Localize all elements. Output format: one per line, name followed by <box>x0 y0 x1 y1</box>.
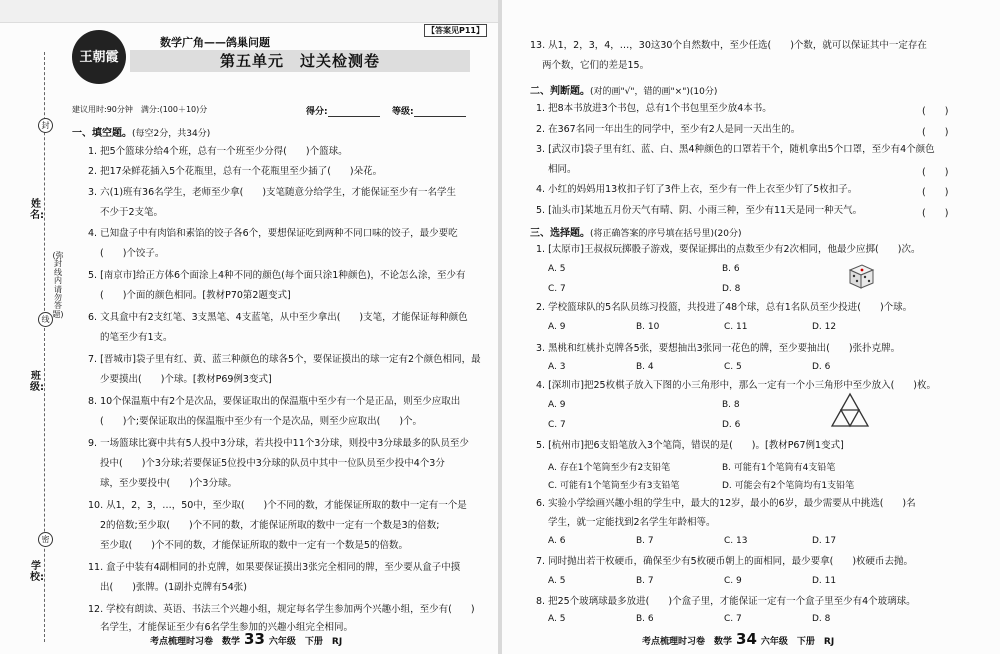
choice-7-options: A. 5 B. 7 C. 9 D. 11 <box>548 576 837 586</box>
exam-meta: 建议用时:90分钟 满分:(100＋10)分 <box>72 105 208 114</box>
question-12-cont: 名学生，才能保证至少有6名学生参加的兴趣小组完全相同。 <box>100 622 354 633</box>
question-10-cont: 2的倍数;至少取( )个不同的数，才能保证所取的数中一定有一个数是3的倍数; <box>100 520 440 531</box>
seal-mark: 封 <box>38 118 53 133</box>
choice-4-options-row2: C. 7 D. 6 <box>548 420 741 430</box>
logo-text: 王朝霞 <box>79 50 119 65</box>
choice-5: 5. [杭州市]把6支铅笔放入3个笔筒，错误的是( )。[教材P67例1变式] <box>536 440 844 451</box>
grade-field[interactable] <box>392 104 466 117</box>
choice-8-options: A. 5 B. 6 C. 7 D. 8 <box>548 614 831 624</box>
judge-3-answer[interactable]: ( ) <box>922 167 949 178</box>
score-label: 得分: <box>306 107 328 117</box>
question-3-cont: 不少于2支笔。 <box>100 207 164 218</box>
school-label: 学校: <box>30 561 44 583</box>
judge-5-answer[interactable]: ( ) <box>922 208 949 219</box>
choice-8: 8. 把25个玻璃球最多放进( )个盒子里，才能保证一定有一个盒子里至少有4个玻璃球。 <box>536 596 916 607</box>
question-10-cont2: 至少取( )个不同的数，才能保证所取的数中一定有一个数是5的倍数。 <box>100 540 408 551</box>
choice-4-options-row1: A. 9 B. 8 <box>548 400 740 410</box>
question-13: 13. 从1，2，3，4，…，30这30个自然数中，至少任选( )个数，就可以保证其中一定存在 <box>530 40 927 51</box>
choice-1: 1. [太原市]王叔叔玩掷骰子游戏，要保证掷出的点数至少有2次相同，他最少应掷( )次。 <box>536 244 921 255</box>
top-band <box>0 0 498 23</box>
question-9: 9. 一场篮球比赛中共有5人投中3分球，若共投中11个3分球，则投中3分球最多的队员至少 <box>88 438 469 449</box>
question-11: 11. 盒子中装有4副相同的扑克牌，如果要保证摸出3张完全相同的牌，至少要从盒子中摸 <box>88 562 461 573</box>
judge-4-answer[interactable]: ( ) <box>922 187 949 198</box>
choice-6-cont: 学生，就一定能找到2名学生年龄相等。 <box>548 517 716 528</box>
question-7: 7. [晋城市]袋子里有红、黄、蓝三种颜色的球各5个，要保证摸出的球一定有2个颜色相同，最 <box>88 354 481 365</box>
line-mark: 线 <box>38 312 53 327</box>
name-label: 姓名: <box>30 199 44 221</box>
no-answer-note: (弥封线内请勿答题) <box>52 251 64 319</box>
right-page <box>502 0 1000 654</box>
judge-2: 2. 在367名同一年出生的同学中，至少有2人是同一天出生的。 <box>536 124 801 135</box>
page-title: 第五单元 过关检测卷 <box>219 52 380 70</box>
judge-3: 3. [武汉市]袋子里有红、蓝、白、黑4种颜色的口罩若干个，随机拿出5个口罩，至少有4个颜色 <box>536 144 935 155</box>
choice-2: 2. 学校篮球队的5名队员练习投篮，共投进了48个球，总有1名队员至少投进( )个球。 <box>536 302 913 313</box>
page-number: 33 <box>244 630 265 648</box>
choice-3: 3. 黑桃和红桃扑克牌各5张，要想抽出3张同一花色的牌，至少要抽出( )张扑克牌。 <box>536 343 901 354</box>
section-judge: 二、判断题。(对的画"√"，错的画"×")(10分) <box>530 86 718 97</box>
question-9-cont: 投中( )个3分球;若要保证5位投中3分球的队员中其中一位队员至少投中4个3分 <box>100 458 445 469</box>
question-3: 3. 六(1)班有36名学生，老师至少拿( )支笔随意分给学生，才能保证至少有一名学生 <box>88 187 457 198</box>
question-7-cont: 少要摸出( )个球。[教材P69例3变式] <box>100 374 272 385</box>
answer-reference: 【答案见P11】 <box>424 24 487 37</box>
question-10: 10. 从1，2，3，…，50中，至少取( )个不同的数，才能保证所取的数中一定有一个是 <box>88 500 467 511</box>
choice-5-options-row2: C. 可能有1个笔筒至少有3支铅笔 D. 可能会有2个笔筒均有1支铅笔 <box>548 481 855 491</box>
judge-1-answer[interactable]: ( ) <box>922 106 949 117</box>
question-8-cont: ( )个;要保证取出的保温瓶中至少有一个是次品，则至少应取出( )个。 <box>100 416 423 427</box>
judge-2-answer[interactable]: ( ) <box>922 127 949 138</box>
judge-4: 4. 小红的妈妈用13枚扣子钉了3件上衣，至少有一件上衣至少钉了5枚扣子。 <box>536 184 858 195</box>
choice-3-options: A. 3 B. 4 C. 5 D. 6 <box>548 362 831 372</box>
seal-line <box>44 52 45 642</box>
section-choice: 三、选择题。(将正确答案的序号填在括号里)(20分) <box>530 228 742 239</box>
question-6-cont: 的笔至少有1支。 <box>100 332 173 343</box>
choice-7: 7. 同时抛出若干枚硬币，确保至少有5枚硬币朝上的面相同，最少要拿( )枚硬币去抛。 <box>536 556 914 567</box>
question-1: 1. 把5个篮球分给4个班，总有一个班至少分得( )个篮球。 <box>88 146 348 157</box>
question-9-cont2: 球，至少要投中( )个3分球。 <box>100 478 237 489</box>
choice-6-options: A. 6 B. 7 C. 13 D. 17 <box>548 536 837 546</box>
question-12: 12. 学校有朗读、英语、书法三个兴趣小组，规定每名学生参加两个兴趣小组，至少有( ) <box>88 604 475 615</box>
question-6: 6. 文具盒中有2支红笔、3支黑笔、4支蓝笔，从中至少拿出( )支笔，才能保证每种颜色 <box>88 312 468 323</box>
judge-3-cont: 相同。 <box>548 164 577 175</box>
class-label: 班级: <box>30 371 44 393</box>
score-field[interactable] <box>306 104 380 117</box>
choice-4: 4. [深圳市]把25枚棋子放入下图的小三角形中，那么一定有一个小三角形中至少放入( )枚。 <box>536 380 936 391</box>
choice-6: 6. 实验小学绘画兴趣小组的学生中，最大的12岁，最小的6岁，最少需要从中挑选( )名 <box>536 498 916 509</box>
title-bar <box>130 50 470 72</box>
page-footer: 考点梳理时习卷 数学 34 六年级 下册 RJ <box>642 630 835 648</box>
left-page <box>0 0 498 654</box>
question-13-cont: 两个数，它们的差是15。 <box>542 60 650 71</box>
choice-5-options-row1: A. 存在1个笔筒至少有2支铅笔 B. 可能有1个笔筒有4支铅笔 <box>548 463 836 473</box>
question-5: 5. [南京市]给正方体6个面涂上4种不同的颜色(每个面只涂1种颜色)，不论怎么涂，至少有 <box>88 270 466 281</box>
publisher-logo <box>72 30 126 84</box>
choice-1-options-row2: C. 7 D. 8 <box>548 284 741 294</box>
question-4: 4. 已知盘子中有肉馅和素馅的饺子各6个，要想保证吃到两种不同口味的饺子，最少要吃 <box>88 228 458 239</box>
page-footer: 考点梳理时习卷 数学 33 六年级 下册 RJ <box>150 630 343 648</box>
dice-icon <box>846 262 876 290</box>
unit-subtitle: 数学广角——鸽巢问题 <box>160 36 270 49</box>
section-fill-blank: 一、填空题。(每空2分，共34分) <box>72 128 211 139</box>
question-8: 8. 10个保温瓶中有2个是次品，要保证取出的保温瓶中至少有一个是正品，则至少应取出 <box>88 396 461 407</box>
grade-label: 等级: <box>392 107 414 117</box>
judge-1: 1. 把8本书放进3个书包，总有1个书包里至少放4本书。 <box>536 103 772 114</box>
binding-margin <box>0 22 62 654</box>
question-11-cont: 出( )张牌。(1副扑克牌有54张) <box>100 582 247 593</box>
secret-mark: 密 <box>38 532 53 547</box>
judge-5: 5. [汕头市]某地五月份天气有晴、阴、小雨三种，至少有11天是同一种天气。 <box>536 205 863 216</box>
question-5-cont: ( )个面的颜色相同。[教材P70第2题变式] <box>100 290 291 301</box>
question-4-cont: ( )个饺子。 <box>100 248 165 259</box>
triangle-figure-icon <box>830 392 870 428</box>
question-2: 2. 把17朵鲜花插入5个花瓶里，总有一个花瓶里至少插了( )朵花。 <box>88 166 383 177</box>
page-number: 34 <box>736 630 757 648</box>
choice-2-options: A. 9 B. 10 C. 11 D. 12 <box>548 322 837 332</box>
choice-1-options-row1: A. 5 B. 6 <box>548 264 740 274</box>
